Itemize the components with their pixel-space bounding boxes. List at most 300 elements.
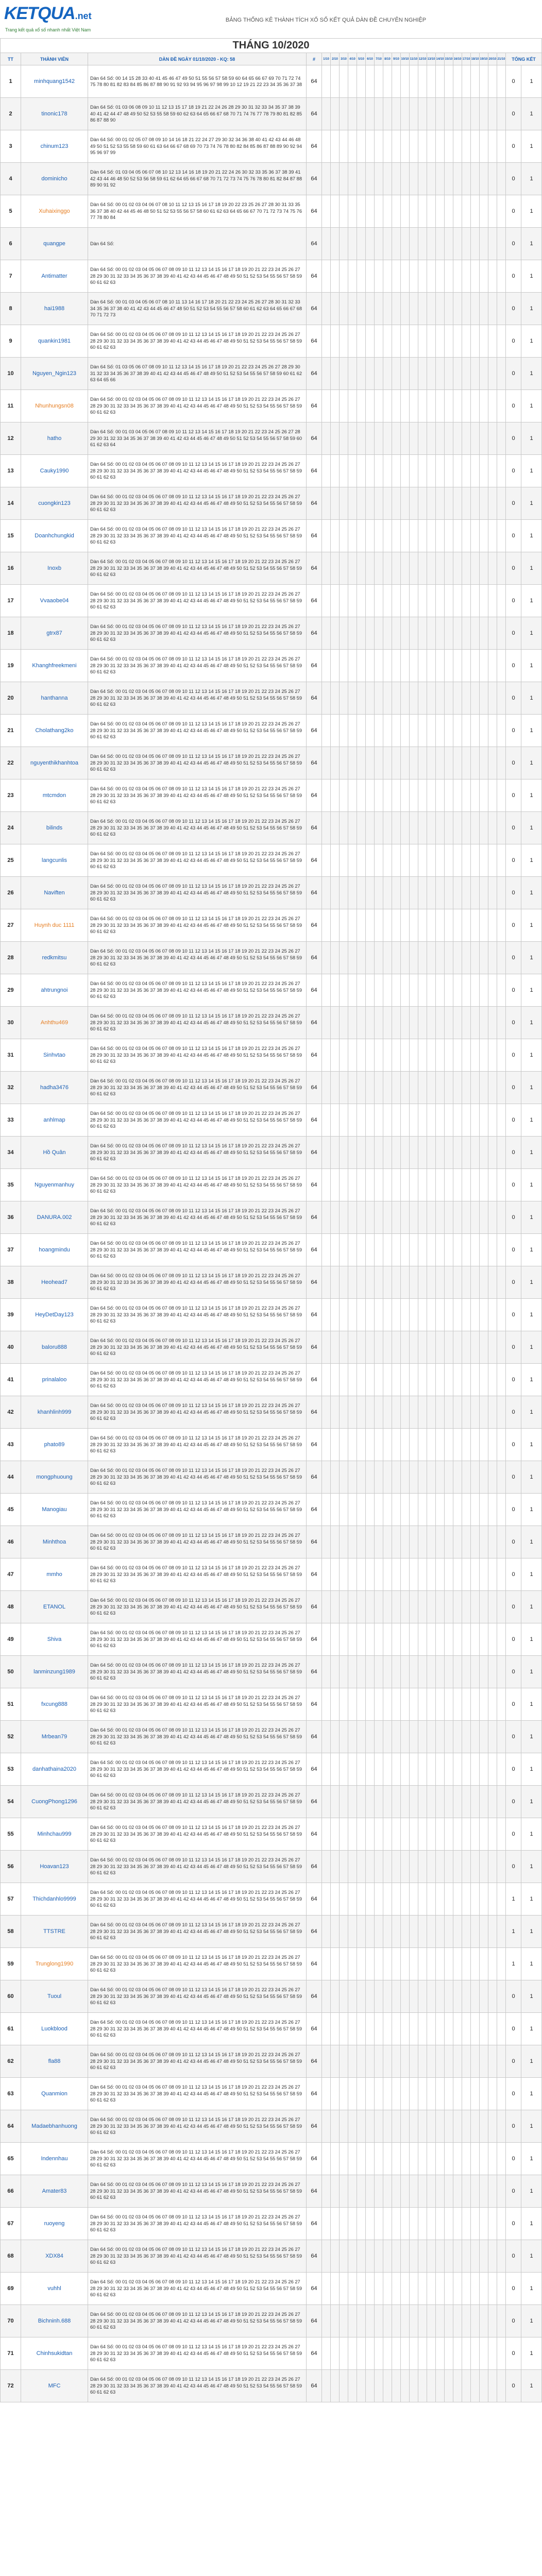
day-result-cell xyxy=(401,2110,410,2143)
day-result-cell xyxy=(366,1883,375,1916)
day-result-cell xyxy=(453,1137,462,1169)
day-result-cell xyxy=(366,1429,375,1461)
day-result-cell xyxy=(357,909,366,942)
day-result-cell xyxy=(488,1234,497,1266)
day-result-cell xyxy=(436,2208,445,2240)
day-result-cell xyxy=(436,1656,445,1688)
day-result-cell xyxy=(357,1007,366,1039)
day-result-cell xyxy=(392,1331,401,1364)
member-username-link[interactable]: hatho xyxy=(21,422,88,455)
day-result-cell xyxy=(348,2370,357,2402)
day-result-cell xyxy=(418,2208,427,2240)
day-result-cell xyxy=(427,1688,436,1721)
day-result-cell xyxy=(471,422,480,455)
member-username-link[interactable]: Nguyen_Ngin123 xyxy=(21,358,88,390)
member-username-link[interactable]: MFC xyxy=(21,2370,88,2402)
member-username-link[interactable]: Antimatter xyxy=(21,260,88,293)
member-username-link[interactable]: Minhthoa xyxy=(21,1526,88,1558)
day-result-cell xyxy=(375,1851,383,1883)
number-count: 64 xyxy=(307,617,322,650)
day-result-cell xyxy=(480,390,488,422)
total-wins: 1 xyxy=(506,1948,521,1980)
day-result-cell xyxy=(383,1461,392,1494)
table-row xyxy=(1,163,542,195)
day-result-cell xyxy=(392,1201,401,1234)
day-result-cell xyxy=(375,1688,383,1721)
day-result-cell xyxy=(436,1364,445,1396)
member-username-link[interactable]: TTSTRE xyxy=(21,1916,88,1948)
number-set-text: Dàn 64 Số: 00 01 02 03 04 05 06 07 08 09 10 11 12 13 14 15 16 17 18 19 20 21 22 23 24 25 26 27 28 29 30 31 32 33 34 35 36 37 38 39 40 41 42 43 44 45 46 47 48 49 50 51 52 53 54 55 56 57 58 59 60 61 62 63 xyxy=(88,487,307,520)
day-result-cell xyxy=(462,1396,471,1429)
day-result-cell xyxy=(462,844,471,877)
site-logo[interactable] xyxy=(4,4,123,35)
day-result-cell xyxy=(488,552,497,585)
table-row xyxy=(1,1234,542,1266)
day-result-cell xyxy=(445,1656,453,1688)
table-row xyxy=(1,358,542,390)
day-result-cell xyxy=(366,2305,375,2337)
day-result-cell xyxy=(497,1039,506,1072)
member-username-link[interactable]: vuhhl xyxy=(21,2273,88,2305)
total-wins: 0 xyxy=(506,1591,521,1623)
table-row xyxy=(1,1396,542,1429)
member-username-link[interactable]: hai1988 xyxy=(21,293,88,325)
row-number: 13 xyxy=(1,455,21,487)
member-username-link[interactable]: hadha3476 xyxy=(21,1072,88,1104)
day-result-cell xyxy=(322,812,331,844)
member-username-link[interactable]: ETANOL xyxy=(21,1591,88,1623)
day-result-cell xyxy=(471,1201,480,1234)
day-result-cell xyxy=(497,325,506,358)
day-result-cell xyxy=(392,1169,401,1201)
total-wins: 0 xyxy=(506,650,521,682)
day-result-cell xyxy=(375,715,383,747)
day-result-cell xyxy=(322,1558,331,1591)
day-result-cell xyxy=(471,1786,480,1818)
day-result-cell xyxy=(348,1137,357,1169)
day-result-cell xyxy=(375,1721,383,1753)
number-set-text: Dàn 64 Số: 00 01 02 03 04 05 06 07 08 09 10 11 12 13 14 15 16 17 18 19 20 21 22 23 24 25 26 27 28 29 30 31 32 33 34 35 36 37 38 39 40 41 42 43 44 45 46 47 48 49 50 51 52 53 54 55 56 57 58 59 60 61 62 63 xyxy=(88,552,307,585)
member-username-link[interactable]: fxcung888 xyxy=(21,1688,88,1721)
day-result-cell xyxy=(488,130,497,163)
member-username-link[interactable]: XDX84 xyxy=(21,2240,88,2273)
member-username-link[interactable]: Tuoul xyxy=(21,1980,88,2013)
day-result-cell xyxy=(401,358,410,390)
table-row xyxy=(1,1688,542,1721)
day-result-cell xyxy=(401,877,410,909)
member-username-link[interactable]: prinalaloo xyxy=(21,1364,88,1396)
member-username-link[interactable]: Thichdanhlo9999 xyxy=(21,1883,88,1916)
day-result-cell xyxy=(427,942,436,974)
member-username-link[interactable]: Mrbean79 xyxy=(21,1721,88,1753)
day-result-cell xyxy=(445,1364,453,1396)
member-username-link[interactable]: nguyenthikhanhtoa xyxy=(21,747,88,779)
member-username-link[interactable]: Trunglong1990 xyxy=(21,1948,88,1980)
total-plays: 1 xyxy=(521,1266,542,1299)
member-username-link[interactable]: HeyDetDay123 xyxy=(21,1299,88,1331)
day-result-cell xyxy=(375,650,383,682)
day-result-cell xyxy=(375,585,383,617)
member-username-link[interactable]: mmho xyxy=(21,1558,88,1591)
total-wins: 0 xyxy=(506,2208,521,2240)
member-username-link[interactable]: Bichninh.688 xyxy=(21,2305,88,2337)
member-username-link[interactable]: quankin1981 xyxy=(21,325,88,358)
day-result-cell xyxy=(471,779,480,812)
number-count: 64 xyxy=(307,1201,322,1234)
member-username-link[interactable]: lanminzung1989 xyxy=(21,1656,88,1688)
day-result-cell xyxy=(427,455,436,487)
member-username-link[interactable]: Heohead7 xyxy=(21,1266,88,1299)
day-result-cell xyxy=(357,1786,366,1818)
day-result-cell xyxy=(462,1883,471,1916)
day-result-cell xyxy=(462,617,471,650)
day-result-cell xyxy=(471,1007,480,1039)
day-result-cell xyxy=(357,2337,366,2370)
day-result-cell xyxy=(436,98,445,130)
day-result-cell xyxy=(453,1201,462,1234)
member-username-link[interactable]: Khanghfreekmeni xyxy=(21,650,88,682)
member-username-link[interactable]: chinum123 xyxy=(21,130,88,163)
day-result-cell xyxy=(366,1072,375,1104)
number-count: 64 xyxy=(307,1169,322,1201)
day-result-cell xyxy=(471,1916,480,1948)
member-username-link[interactable]: CuongPhong1296 xyxy=(21,1786,88,1818)
total-wins: 0 xyxy=(506,422,521,455)
day-result-cell xyxy=(383,2208,392,2240)
member-username-link[interactable]: Minhchau999 xyxy=(21,1818,88,1851)
day-result-cell xyxy=(340,1169,348,1201)
day-result-cell xyxy=(357,520,366,552)
day-result-cell xyxy=(445,1331,453,1364)
day-result-cell xyxy=(427,1851,436,1883)
day-result-cell xyxy=(497,1137,506,1169)
day-result-cell xyxy=(462,1137,471,1169)
day-result-cell xyxy=(366,2045,375,2078)
day-result-cell xyxy=(488,1169,497,1201)
member-username-link[interactable]: hanthanna xyxy=(21,682,88,715)
member-username-link[interactable]: Amater83 xyxy=(21,2175,88,2208)
total-wins: 0 xyxy=(506,1623,521,1656)
day-result-cell xyxy=(348,1396,357,1429)
member-username-link[interactable]: Inoxb xyxy=(21,552,88,585)
member-username-link[interactable]: phato89 xyxy=(21,1429,88,1461)
member-username-link[interactable]: Madaebhanhuong xyxy=(21,2110,88,2143)
member-username-link[interactable]: Cauky1990 xyxy=(21,455,88,487)
member-username-link[interactable]: mtcmdon xyxy=(21,779,88,812)
day-result-cell xyxy=(471,65,480,98)
member-username-link[interactable]: fla88 xyxy=(21,2045,88,2078)
total-plays: 1 xyxy=(521,2240,542,2273)
day-result-cell xyxy=(445,293,453,325)
number-set-text: Dàn 64 Số: 00 01 02 03 04 05 06 07 08 09 10 11 12 13 14 15 16 17 18 19 20 21 22 23 24 25 26 27 28 29 30 31 32 33 34 35 36 37 38 39 40 41 42 43 44 45 46 47 48 49 50 51 52 53 54 55 56 57 58 59 60 61 62 63 xyxy=(88,2143,307,2175)
day-result-cell xyxy=(410,390,418,422)
member-username-link[interactable]: Manogiau xyxy=(21,1494,88,1526)
day-result-cell xyxy=(375,228,383,260)
total-plays: 1 xyxy=(521,260,542,293)
day-result-cell xyxy=(436,358,445,390)
day-result-cell xyxy=(383,779,392,812)
day-result-cell xyxy=(462,1364,471,1396)
day-result-cell xyxy=(366,260,375,293)
day-result-cell xyxy=(445,1753,453,1786)
member-username-link[interactable]: tinonic178 xyxy=(21,98,88,130)
member-username-link[interactable]: ruoyeng xyxy=(21,2208,88,2240)
day-result-cell xyxy=(383,715,392,747)
number-set-text: Dàn 64 Số: 00 01 02 03 04 05 06 07 08 09 10 11 12 13 14 15 16 17 18 19 20 21 22 23 24 25 26 27 28 29 30 31 32 33 34 35 36 37 38 39 40 41 42 43 44 45 46 47 48 49 50 51 52 53 54 55 56 57 58 59 60 61 62 63 xyxy=(88,1201,307,1234)
member-username-link[interactable]: Cholathang2ko xyxy=(21,715,88,747)
day-result-cell xyxy=(418,747,427,779)
day-result-cell xyxy=(488,228,497,260)
col-header-day: 19/10 xyxy=(480,53,488,65)
day-result-cell xyxy=(357,228,366,260)
day-result-cell xyxy=(348,747,357,779)
total-wins: 0 xyxy=(506,520,521,552)
day-result-cell xyxy=(480,1039,488,1072)
member-username-link[interactable]: Hồ Quân xyxy=(21,1137,88,1169)
day-result-cell xyxy=(331,585,340,617)
day-result-cell xyxy=(436,1558,445,1591)
day-result-cell xyxy=(357,390,366,422)
number-count: 64 xyxy=(307,1137,322,1169)
row-number: 29 xyxy=(1,974,21,1007)
member-username-link[interactable]: Shiva xyxy=(21,1623,88,1656)
day-result-cell xyxy=(418,228,427,260)
number-set-text: Dàn 64 Số: 00 01 02 03 04 05 06 07 08 09 10 11 12 13 14 15 16 17 18 19 20 21 22 23 24 25 26 27 28 29 30 31 32 33 34 35 36 37 38 39 40 41 42 43 44 45 46 47 48 49 50 51 52 53 54 55 56 57 58 59 60 61 62 63 xyxy=(88,2370,307,2402)
member-username-link[interactable]: Anhthu469 xyxy=(21,1007,88,1039)
total-wins: 0 xyxy=(506,2370,521,2402)
number-count: 64 xyxy=(307,1786,322,1818)
day-result-cell xyxy=(488,909,497,942)
number-count: 64 xyxy=(307,747,322,779)
day-result-cell xyxy=(322,2305,331,2337)
day-result-cell xyxy=(418,1721,427,1753)
member-username-link[interactable]: Chinhsukidtan xyxy=(21,2337,88,2370)
day-result-cell xyxy=(383,1494,392,1526)
number-count: 64 xyxy=(307,2273,322,2305)
day-result-cell xyxy=(331,617,340,650)
day-result-cell xyxy=(392,1818,401,1851)
day-result-cell xyxy=(366,163,375,195)
member-username-link[interactable]: dominicho xyxy=(21,163,88,195)
day-result-cell xyxy=(383,1883,392,1916)
day-result-cell xyxy=(366,1526,375,1558)
day-result-cell xyxy=(462,1851,471,1883)
table-row xyxy=(1,779,542,812)
day-result-cell xyxy=(340,1688,348,1721)
day-result-cell xyxy=(480,1299,488,1331)
day-result-cell xyxy=(366,1104,375,1137)
day-result-cell xyxy=(471,390,480,422)
day-result-cell xyxy=(462,2208,471,2240)
day-result-cell xyxy=(480,1883,488,1916)
day-result-cell xyxy=(322,585,331,617)
member-username-link[interactable]: gtrx87 xyxy=(21,617,88,650)
day-result-cell xyxy=(366,2370,375,2402)
day-result-cell xyxy=(375,2208,383,2240)
member-username-link[interactable]: ahtrungnoi xyxy=(21,974,88,1007)
day-result-cell xyxy=(331,1721,340,1753)
day-result-cell xyxy=(488,1883,497,1916)
day-result-cell xyxy=(340,487,348,520)
member-username-link[interactable]: Quanmion xyxy=(21,2078,88,2110)
day-result-cell xyxy=(392,1364,401,1396)
day-result-cell xyxy=(331,293,340,325)
member-username-link[interactable]: Naviften xyxy=(21,877,88,909)
day-result-cell xyxy=(392,585,401,617)
total-plays: 1 xyxy=(521,390,542,422)
day-result-cell xyxy=(480,617,488,650)
member-username-link[interactable]: khanhlinh999 xyxy=(21,1396,88,1429)
day-result-cell xyxy=(462,2370,471,2402)
total-plays: 1 xyxy=(521,552,542,585)
day-result-cell xyxy=(480,455,488,487)
member-username-link[interactable]: langcunlis xyxy=(21,844,88,877)
day-result-cell xyxy=(331,1429,340,1461)
day-result-cell xyxy=(375,1980,383,2013)
member-username-link[interactable]: minhquang1542 xyxy=(21,65,88,98)
day-result-cell xyxy=(375,65,383,98)
day-result-cell xyxy=(453,455,462,487)
member-username-link[interactable]: anhlmap xyxy=(21,1104,88,1137)
day-result-cell xyxy=(410,1266,418,1299)
day-result-cell xyxy=(462,1721,471,1753)
member-username-link[interactable]: Indennhau xyxy=(21,2143,88,2175)
day-result-cell xyxy=(348,390,357,422)
member-username-link[interactable]: Nguyenmanhuy xyxy=(21,1169,88,1201)
day-result-cell xyxy=(497,942,506,974)
day-result-cell xyxy=(471,1072,480,1104)
member-username-link[interactable]: Nhunhungsn08 xyxy=(21,390,88,422)
day-result-cell xyxy=(418,1623,427,1656)
day-result-cell xyxy=(427,1948,436,1980)
row-number: 27 xyxy=(1,909,21,942)
day-result-cell xyxy=(497,228,506,260)
member-username-link[interactable]: danhathaina2020 xyxy=(21,1753,88,1786)
row-number: 9 xyxy=(1,325,21,358)
day-result-cell xyxy=(366,1234,375,1266)
day-result-cell xyxy=(418,98,427,130)
day-result-cell xyxy=(480,1916,488,1948)
member-username-link[interactable]: Luokblood xyxy=(21,2013,88,2045)
day-result-cell xyxy=(436,1786,445,1818)
day-result-cell xyxy=(392,1916,401,1948)
day-result-cell xyxy=(383,1364,392,1396)
day-result-cell xyxy=(480,1494,488,1526)
number-set-text: Dàn 64 Số: 00 01 02 03 04 05 06 07 08 09 10 11 12 13 14 15 16 17 18 19 20 21 22 23 24 25 26 27 28 29 30 31 32 33 34 35 36 37 38 39 40 41 42 43 44 45 46 47 48 49 50 51 52 53 54 55 56 57 58 59 60 61 62 63 xyxy=(88,1104,307,1137)
member-username-link[interactable]: mongphuoung xyxy=(21,1461,88,1494)
day-result-cell xyxy=(383,1688,392,1721)
member-username-link[interactable]: baloru888 xyxy=(21,1331,88,1364)
day-result-cell xyxy=(322,1753,331,1786)
day-result-cell xyxy=(418,2078,427,2110)
day-result-cell xyxy=(427,617,436,650)
day-result-cell xyxy=(462,487,471,520)
member-username-link[interactable]: hoangmindu xyxy=(21,1234,88,1266)
row-number: 28 xyxy=(1,942,21,974)
day-result-cell xyxy=(348,1039,357,1072)
member-username-link[interactable]: Xuhaixinggo xyxy=(21,195,88,228)
day-result-cell xyxy=(366,779,375,812)
member-username-link[interactable]: Hoavan123 xyxy=(21,1851,88,1883)
day-result-cell xyxy=(462,1266,471,1299)
day-result-cell xyxy=(410,455,418,487)
day-result-cell xyxy=(366,1137,375,1169)
day-result-cell xyxy=(392,1234,401,1266)
member-username-link[interactable]: quangpe xyxy=(21,228,88,260)
member-username-link[interactable]: Doanhchungkid xyxy=(21,520,88,552)
member-username-link[interactable]: Sinhvtao xyxy=(21,1039,88,1072)
day-result-cell xyxy=(340,1591,348,1623)
member-username-link[interactable]: Huynh duc 1111 xyxy=(21,909,88,942)
member-username-link[interactable]: bilinds xyxy=(21,812,88,844)
day-result-cell xyxy=(497,422,506,455)
day-result-cell xyxy=(462,2305,471,2337)
day-result-cell xyxy=(453,520,462,552)
number-count: 64 xyxy=(307,1429,322,1461)
day-result-cell xyxy=(445,1137,453,1169)
day-result-cell xyxy=(331,390,340,422)
day-result-cell xyxy=(340,260,348,293)
member-username-link[interactable]: redkmitsu xyxy=(21,942,88,974)
day-result-cell xyxy=(471,2078,480,2110)
number-count: 64 xyxy=(307,812,322,844)
day-result-cell xyxy=(322,1623,331,1656)
day-result-cell xyxy=(357,422,366,455)
total-plays: 1 xyxy=(521,1688,542,1721)
number-count: 64 xyxy=(307,552,322,585)
day-result-cell xyxy=(453,1980,462,2013)
number-count: 64 xyxy=(307,293,322,325)
day-result-cell xyxy=(436,682,445,715)
total-wins: 0 xyxy=(506,682,521,715)
day-result-cell xyxy=(488,1072,497,1104)
number-count: 64 xyxy=(307,1072,322,1104)
day-result-cell xyxy=(392,1299,401,1331)
day-result-cell xyxy=(462,909,471,942)
table-row xyxy=(1,2305,542,2337)
day-result-cell xyxy=(410,228,418,260)
day-result-cell xyxy=(383,1948,392,1980)
member-username-link[interactable]: Vvaaobe04 xyxy=(21,585,88,617)
day-result-cell xyxy=(401,1266,410,1299)
number-set-text: Dàn 64 Số: 00 01 02 03 04 05 06 07 08 09 10 11 12 13 14 15 16 17 18 19 20 21 22 23 24 25 26 27 28 29 30 31 32 33 34 35 36 37 38 39 40 41 42 43 44 45 46 47 48 49 50 51 52 53 54 55 56 57 58 59 60 61 62 63 xyxy=(88,2337,307,2370)
day-result-cell xyxy=(331,2013,340,2045)
day-result-cell xyxy=(375,779,383,812)
day-result-cell xyxy=(348,1364,357,1396)
member-username-link[interactable]: cuongkin123 xyxy=(21,487,88,520)
member-username-link[interactable]: DANURA.002 xyxy=(21,1201,88,1234)
day-result-cell xyxy=(401,1526,410,1558)
day-result-cell xyxy=(357,487,366,520)
day-result-cell xyxy=(418,1688,427,1721)
day-result-cell xyxy=(375,682,383,715)
day-result-cell xyxy=(471,1818,480,1851)
day-result-cell xyxy=(340,1623,348,1656)
day-result-cell xyxy=(348,942,357,974)
day-result-cell xyxy=(480,1948,488,1980)
day-result-cell xyxy=(375,163,383,195)
number-count: 64 xyxy=(307,1558,322,1591)
day-result-cell xyxy=(331,130,340,163)
day-result-cell xyxy=(331,195,340,228)
day-result-cell xyxy=(348,1429,357,1461)
number-count: 64 xyxy=(307,487,322,520)
day-result-cell xyxy=(375,1656,383,1688)
day-result-cell xyxy=(445,1786,453,1818)
day-result-cell xyxy=(401,1234,410,1266)
col-header-count: # xyxy=(307,53,322,65)
number-count: 64 xyxy=(307,163,322,195)
